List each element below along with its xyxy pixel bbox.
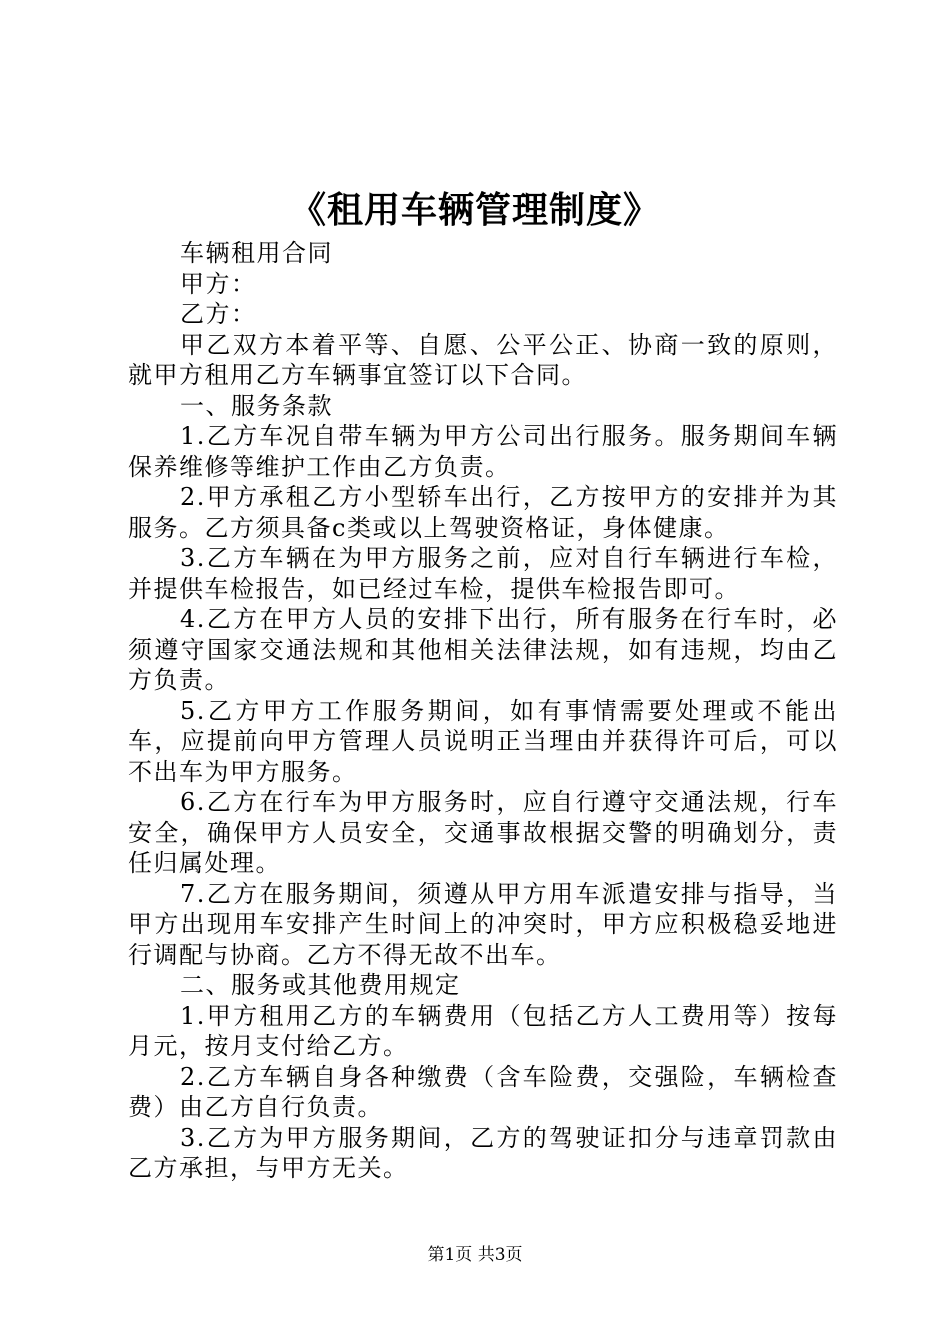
paragraph-clause: 4.乙方在甲方人员的安排下出行，所有服务在行车时，必须遵守国家交通法规和其他相关法律法规，如有违规，均由乙方负责。 [128,605,838,694]
paragraph-clause: 2.乙方车辆自身各种缴费（含车险费，交强险，车辆检查费）由乙方自行负责。 [128,1062,838,1121]
paragraph-preamble: 甲乙双方本着平等、自愿、公平公正、协商一致的原则，就甲方租用乙方车辆事宜签订以下合同。 [128,330,838,389]
paragraph-clause: 1.甲方租用乙方的车辆费用（包括乙方人工费用等）按每月元，按月支付给乙方。 [128,1001,838,1060]
document-title: 《租用车辆管理制度》 [289,189,660,231]
paragraph-clause: 2.甲方承租乙方小型轿车出行，乙方按甲方的安排并为其服务。乙方须具备c类或以上驾驶资格证，身体健康。 [128,483,838,542]
paragraph-party-b: 乙方： [180,300,257,328]
paragraph-clause: 7.乙方在服务期间，须遵从甲方用车派遣安排与指导，当甲方出现用车安排产生时间上的冲突时，甲方应积极稳妥地进行调配与协商。乙方不得无故不出车。 [128,879,838,969]
paragraph-clause: 6.乙方在行车为甲方服务时，应自行遵守交通法规，行车安全，确保甲方人员安全，交通事故根据交警的明确划分，责任归属处理。 [128,788,838,877]
document-body [128,238,838,1184]
section-heading-fees: 二、服务或其他费用规定 [180,971,461,999]
paragraph-clause: 3.乙方车辆在为甲方服务之前，应对自行车辆进行车检，并提供车检报告，如已经过车检，提供车检报告即可。 [128,544,838,603]
paragraph-clause: 3.乙方为甲方服务期间，乙方的驾驶证扣分与违章罚款由乙方承担，与甲方无关。 [128,1123,838,1182]
paragraph-clause: 1.乙方车况自带车辆为甲方公司出行服务。服务期间车辆保养维修等维护工作由乙方负责。 [128,422,838,481]
page-number-footer: 第1页 共3页 [427,1245,523,1265]
paragraph-clause: 5.乙方甲方工作服务期间，如有事情需要处理或不能出车，应提前向甲方管理人员说明正当理由并获得许可后，可以不出车为甲方服务。 [128,696,838,786]
paragraph-contract-heading: 车辆租用合同 [180,239,333,267]
section-heading-service-terms: 一、服务条款 [180,391,333,420]
paragraph-party-a: 甲方： [180,269,257,298]
